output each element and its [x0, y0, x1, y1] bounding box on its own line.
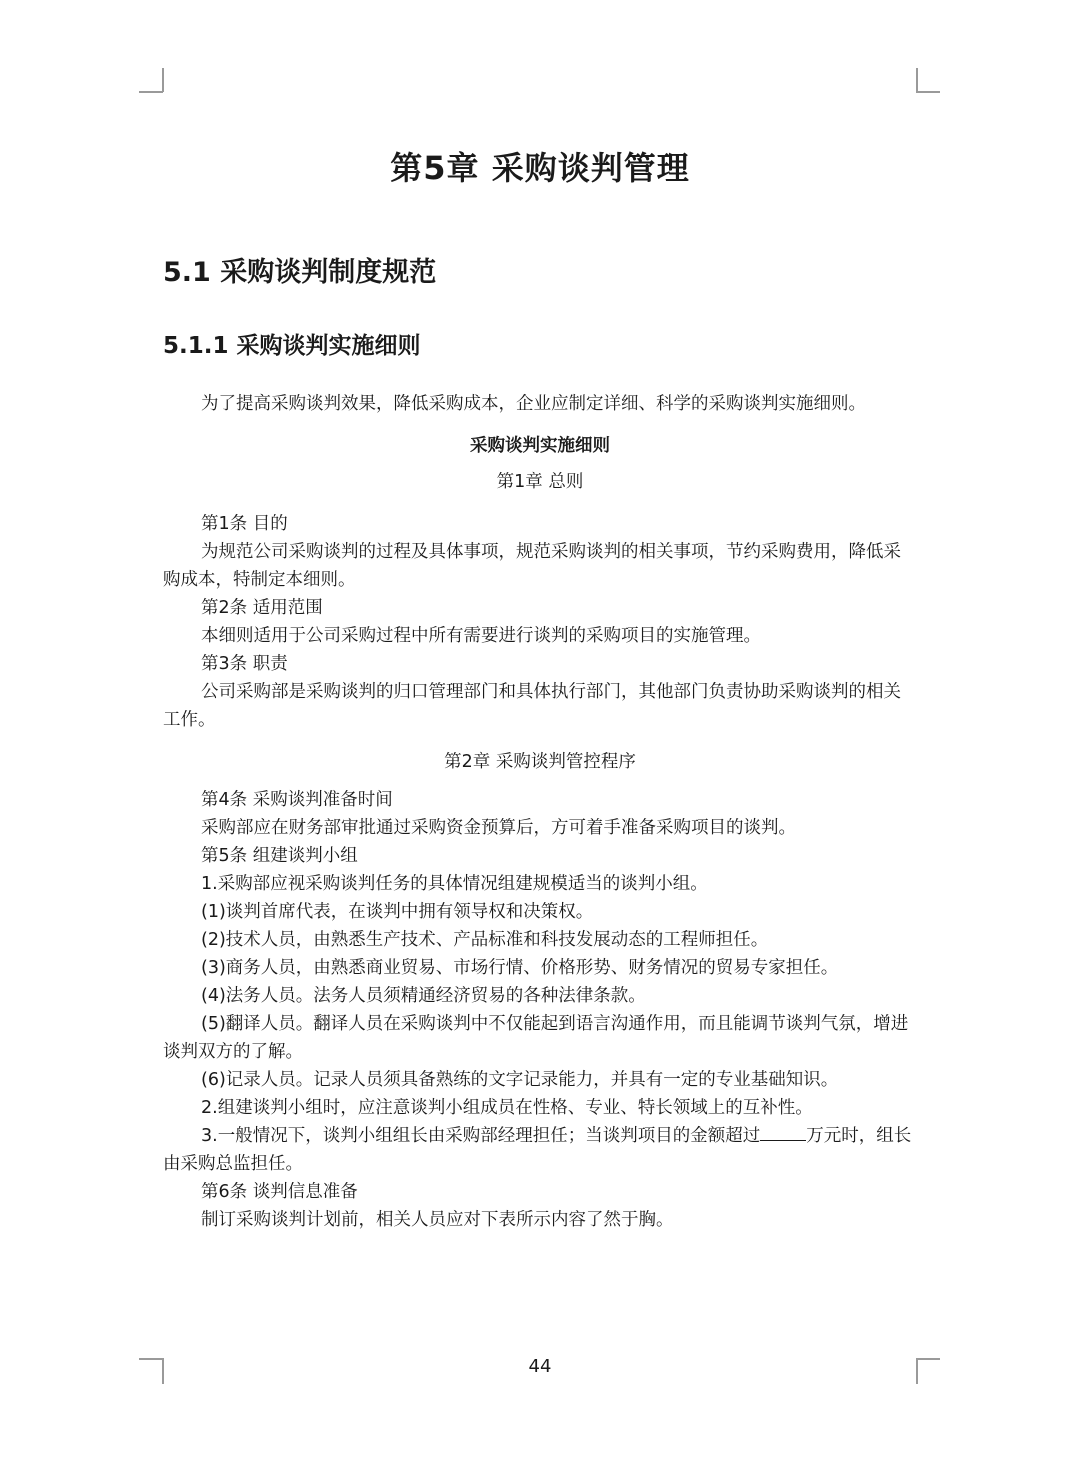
article-5-title: 第5条 组建谈判小组: [201, 846, 358, 866]
article-6-title: 第6条 谈判信息准备: [201, 1182, 358, 1202]
crop-mark-top-right: [916, 68, 918, 92]
section-title: 5.1 采购谈判制度规范: [163, 257, 437, 288]
article-1-title: 第1条 目的: [201, 514, 288, 534]
article-1-text: 为规范公司采购谈判的过程及具体事项，规范采购谈判的相关事项，节约采购费用，降低采购成本，特制定本细则。: [163, 542, 901, 590]
document-title: 采购谈判实施细则: [470, 436, 610, 456]
article-5-sub-2: (2)技术人员，由熟悉生产技术、产品标准和科技发展动态的工程师担任。: [201, 930, 769, 950]
subsection-title: 5.1.1 采购谈判实施细则: [163, 333, 421, 359]
crop-mark-top-left: [139, 91, 163, 93]
article-5-sub-4: (4)法务人员。法务人员须精通经济贸易的各种法律条款。: [201, 986, 646, 1006]
article-4-text: 采购部应在财务部审批通过采购资金预算后，方可着手准备采购项目的谈判。: [201, 818, 796, 838]
chapter1-heading: 第1章 总则: [496, 472, 584, 492]
article-5-sub-3: (3)商务人员，由熟悉商业贸易、市场行情、价格形势、财务情况的贸易专家担任。: [201, 958, 839, 978]
intro-paragraph: 为了提高采购谈判效果，降低采购成本，企业应制定详细、科学的采购谈判实施细则。: [201, 394, 866, 414]
article-5-item-2: 2.组建谈判小组时，应注意谈判小组成员在性格、专业、特长领域上的互补性。: [201, 1098, 813, 1118]
article-2-text: 本细则适用于公司采购过程中所有需要进行谈判的采购项目的实施管理。: [201, 626, 761, 646]
article-5-item-1: 1.采购部应视采购谈判任务的具体情况组建规模适当的谈判小组。: [201, 874, 708, 894]
article-5-sub-5: (5)翻译人员。翻译人员在采购谈判中不仅能起到语言沟通作用，而且能调节谈判气氛，增进谈判双方的了解。: [163, 1014, 909, 1062]
article-3-title: 第3条 职责: [201, 654, 288, 674]
crop-mark-top-right: [916, 91, 940, 93]
article-5-item-3-part-2: 万元时，组长由采购总监担任。: [163, 1126, 912, 1174]
article-6-text: 制订采购谈判计划前，相关人员应对下表所示内容了然于胸。: [201, 1210, 674, 1230]
body-content: [163, 390, 917, 1234]
chapter2-heading: 第2章 采购谈判管控程序: [444, 752, 636, 772]
article-4-title: 第4条 采购谈判准备时间: [201, 790, 393, 810]
chapter-title: 第5章 采购谈判管理: [390, 149, 690, 187]
article-5-item-3: [163, 1122, 917, 1178]
article-2-title: 第2条 适用范围: [201, 598, 323, 618]
article-5-sub-1: (1)谈判首席代表，在谈判中拥有领导权和决策权。: [201, 902, 594, 922]
article-5-item-3-part-1: 3.一般情况下，谈判小组组长由采购部经理担任；当谈判项目的金额超过: [201, 1126, 761, 1146]
article-3-text: 公司采购部是采购谈判的归口管理部门和具体执行部门，其他部门负责协助采购谈判的相关工作。: [163, 682, 901, 730]
crop-mark-top-left: [162, 68, 164, 92]
page-number: 44: [528, 1356, 552, 1377]
amount-blank: [760, 1122, 806, 1141]
article-5-sub-6: (6)记录人员。记录人员须具备熟练的文字记录能力，并具有一定的专业基础知识。: [201, 1070, 839, 1090]
